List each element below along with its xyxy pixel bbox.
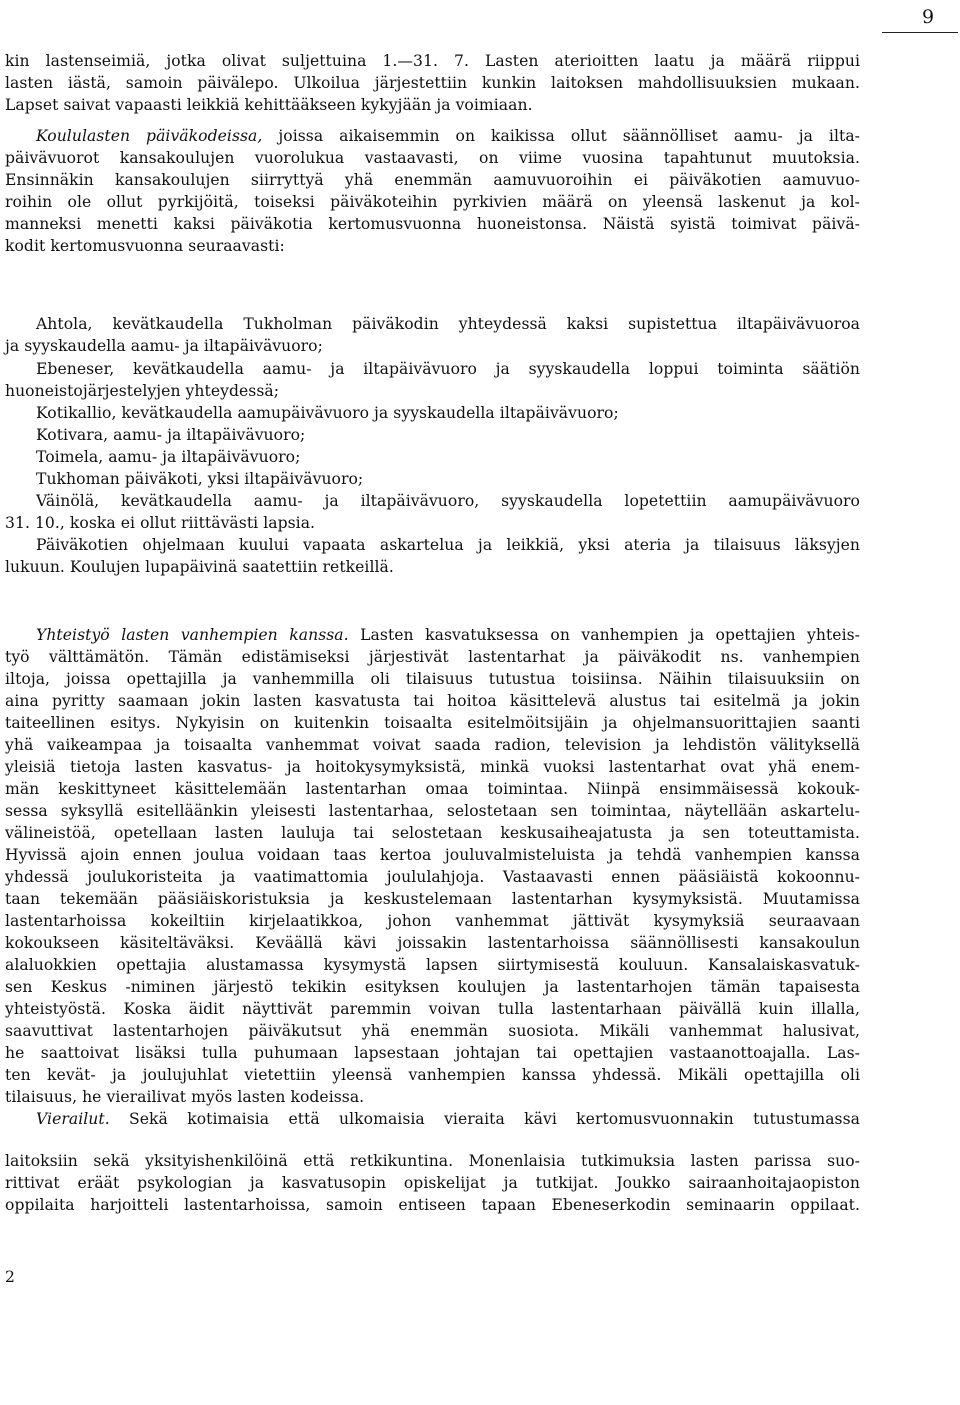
- line-text: lukuun. Koulujen lupapäivinä saatettiin retkeillä.: [5, 558, 394, 576]
- line-text: Lapset saivat vapaasti leikkiä kehittääkseen kykyjään ja voimiaan.: [5, 96, 533, 114]
- line-text: huoneistojärjestelyjen yhteydessä;: [5, 382, 280, 400]
- line-text: yhteistyöstä. Koska äidit näyttivät paremmin voivan tulla lastentarhaan päivällä kuin illalla,: [5, 1000, 860, 1018]
- text-line: [5, 191, 860, 213]
- line-text: joissa aikaisemmin on kaikissa ollut säännölliset aamu- ja ilta-: [262, 127, 860, 145]
- line-text: kokoukseen käsiteltäväksi. Keväällä kävi joissakin lastentarhoissa säännöllisesti kansakoulun: [5, 934, 860, 952]
- line-text: lastentarhoissa kokeiltiin kirjelaatikkoa, johon vanhemmat jättivät kysymyksiä seuraavaan: [5, 912, 860, 930]
- text-line: [5, 734, 860, 756]
- line-text: Hyvissä ajoin ennen joulua voidaan taas kertoa jouluvalmisteluista ja tehdä vanhempien kanssa: [5, 846, 860, 864]
- text-line: [5, 646, 860, 668]
- line-text: Toimela, aamu- ja iltapäivävuoro;: [36, 448, 301, 466]
- line-text: kin lastenseimiä, jotka olivat suljettuina 1.—31. 7. Lasten aterioitten laatu ja määrä riippui: [5, 52, 860, 70]
- line-text: sen Keskus -niminen järjestö tekikin esityksen koulujen ja lastentarhojen tämän tapaisesta: [5, 978, 860, 996]
- line-text: yhdessä joulukoristeita ja vaatimattomia joululahjoja. Vastaavasti ennen pääsiäistä kokoonnu-: [5, 868, 860, 886]
- text-line: [5, 335, 323, 357]
- text-line: [36, 624, 860, 646]
- line-text: iltoja, joissa opettajilla ja vanhemmilla oli tilaisuus tutustua toisiinsa. Näihin tilaisuuksiin on: [5, 670, 860, 688]
- text-line: [5, 1086, 364, 1108]
- line-text: Ahtola, kevätkaudella Tukholman päiväkodin yhteydessä kaksi supistettua iltapäivävuoroa: [36, 315, 860, 333]
- line-text: alaluokkien opettajia alustamassa kysymystä lapsen siirtymisestä kouluun. Kansalaiskasvatuk-: [5, 956, 860, 974]
- text-line: [5, 756, 860, 778]
- text-line: [5, 72, 860, 94]
- text-line: [5, 844, 860, 866]
- line-text: tilaisuus, he vierailivat myös lasten kodeissa.: [5, 1088, 365, 1106]
- text-line: [5, 1042, 860, 1064]
- line-text: Kotikallio, kevätkaudella aamupäivävuoro ja syyskaudella iltapäivävuoro;: [36, 404, 619, 422]
- line-text: Kotivara, aamu- ja iltapäivävuoro;: [36, 426, 306, 444]
- line-text: yhä vaikeampaa ja toisaalta vanhemmat voivat saada radion, television ja lehdistön välityksellä: [5, 736, 860, 754]
- line-text: taiteellinen esitys. Nykyisin on kuitenkin toisaalta esitelmöitsijäin ja ohjelmansuorittajien saanti: [5, 714, 860, 732]
- text-line: [5, 380, 279, 402]
- line-text: roihin ole ollut pyrkijöitä, toiseksi päiväkoteihin pyrkivien määrä on yleensä laskenut ja kol-: [5, 193, 860, 211]
- text-line: [36, 1108, 860, 1130]
- line-text: päivävuorot kansakoulujen vuorolukua vastaavasti, on viime vuosina tapahtunut muutoksia.: [5, 149, 860, 167]
- text-line: [5, 932, 860, 954]
- line-text: ten kevät- ja joulujuhlat vietettiin yleensä vanhempien kanssa yhdessä. Mikäli opettajilla oli: [5, 1066, 860, 1084]
- line-text: Väinölä, kevätkaudella aamu- ja iltapäivävuoro, syyskaudella lopetettiin aamupäivävuoro: [36, 492, 860, 510]
- text-line: [5, 778, 860, 800]
- text-line: [5, 556, 394, 578]
- text-line: [5, 888, 860, 910]
- italic-heading: Vierailut.: [36, 1110, 110, 1128]
- text-line: [36, 468, 363, 490]
- text-line: [5, 1064, 860, 1086]
- line-text: Ebeneser, kevätkaudella aamu- ja iltapäivävuoro ja syyskaudella loppui toiminta säätiön: [36, 360, 860, 378]
- text-line: [5, 998, 860, 1020]
- line-text: saavuttivat lastentarhojen päiväkutsut yhä enemmän suosiota. Mikäli vanhemmat halusivat,: [5, 1022, 860, 1040]
- text-line: [5, 976, 860, 998]
- line-text: aina pyritty saamaan jokin lasten kasvatusta tai hoitoa käsittelevä alustus tai esitelmä ja jokin: [5, 692, 860, 710]
- text-line: [5, 50, 860, 72]
- line-text: sessa syksyllä esitelläänkin yleisesti lastentarhaa, selostetaan sen toimintaa, näytellään askartelu-: [5, 802, 860, 820]
- text-line: [36, 490, 860, 512]
- text-line: [36, 534, 860, 556]
- line-text: työ välttämätön. Tämän edistämiseksi järjestivät lastentarhat ja päiväkodit ns. vanhempien: [5, 648, 860, 666]
- text-line: [5, 1150, 860, 1172]
- line-text: Ensinnäkin kansakoulujen siirryttyä yhä enemmän aamuvuoroihin ei päiväkotien aamuvuo-: [5, 171, 860, 189]
- text-line: [36, 446, 300, 468]
- sheet-number: 2: [5, 1268, 15, 1286]
- line-text: he saattoivat lisäksi tulla puhumaan lapsestaan johtajan tai opettajien vastaanottoajalla. Las-: [5, 1044, 860, 1062]
- line-text: ja syyskaudella aamu- ja iltapäivävuoro;: [5, 337, 323, 355]
- text-line: [5, 822, 860, 844]
- text-line: [36, 358, 860, 380]
- line-text: taan tekemään pääsiäiskoristuksia ja keskustelemaan lastentarhan kysymyksistä. Muutamissa: [5, 890, 860, 908]
- text-line: [5, 1194, 860, 1216]
- italic-heading: Koululasten päiväkodeissa,: [36, 127, 263, 145]
- text-line: [5, 235, 285, 257]
- text-line: [5, 954, 860, 976]
- line-text: välineistöä, opetellaan lasten lauluja tai selostetaan keskusaiheajatusta ja sen toteuttamista.: [5, 824, 860, 842]
- page-number: 9: [922, 6, 935, 28]
- text-line: [36, 402, 619, 424]
- line-text: lasten iästä, samoin päivälepo. Ulkoilua järjestettiin kunkin laitoksen mahdollisuuksien mukaan.: [5, 74, 860, 92]
- text-line: [36, 125, 860, 147]
- line-text: 31. 10., koska ei ollut riittävästi lapsia.: [5, 514, 316, 532]
- text-line: [5, 910, 860, 932]
- text-line: [5, 866, 860, 888]
- text-line: [5, 1172, 860, 1194]
- text-line: [5, 169, 860, 191]
- text-line: [36, 424, 305, 446]
- text-line: [5, 512, 315, 534]
- line-text: yleisiä tietoja lasten kasvatus- ja hoitokysymyksistä, minkä vuoksi lastentarhat ovat yhä enem-: [5, 758, 860, 776]
- text-line: [5, 213, 860, 235]
- line-text: Sekä kotimaisia että ulkomaisia vieraita kävi kertomusvuonnakin tutustumassa: [109, 1110, 860, 1128]
- italic-heading: Yhteistyö lasten vanhempien kanssa.: [36, 626, 349, 644]
- text-line: [5, 690, 860, 712]
- text-line: [5, 800, 860, 822]
- text-line: [5, 1020, 860, 1042]
- text-line: [5, 94, 533, 116]
- line-text: Tukhoman päiväkoti, yksi iltapäivävuoro;: [36, 470, 364, 488]
- text-line: [36, 313, 860, 335]
- text-line: [5, 147, 860, 169]
- text-line: [5, 712, 860, 734]
- line-text: Päiväkotien ohjelmaan kuului vapaata askartelua ja leikkiä, yksi ateria ja tilaisuus läksyjen: [36, 536, 860, 554]
- line-text: kodit kertomusvuonna seuraavasti:: [5, 237, 285, 255]
- line-text: manneksi menetti kaksi päiväkotia kertomusvuonna huoneistonsa. Näistä syistä toimivat päivä-: [5, 215, 860, 233]
- line-text: laitoksiin sekä yksityishenkilöinä että retkikuntina. Monenlaisia tutkimuksia lasten parissa suo-: [5, 1152, 860, 1170]
- line-text: oppilaita harjoitteli lastentarhoissa, samoin entiseen tapaan Ebeneserkodin seminaarin oppilaat.: [5, 1196, 860, 1214]
- line-text: rittivat eräät psykologian ja kasvatusopin opiskelijat ja tutkijat. Joukko sairaanhoitajaopiston: [5, 1174, 860, 1192]
- text-line: [5, 668, 860, 690]
- line-text: Lasten kasvatuksessa on vanhempien ja opettajien yhteis-: [348, 626, 860, 644]
- line-text: män keskittyneet käsittelemään lastentarhan omaa toimintaa. Niinpä ensimmäisessä kokouk-: [5, 780, 860, 798]
